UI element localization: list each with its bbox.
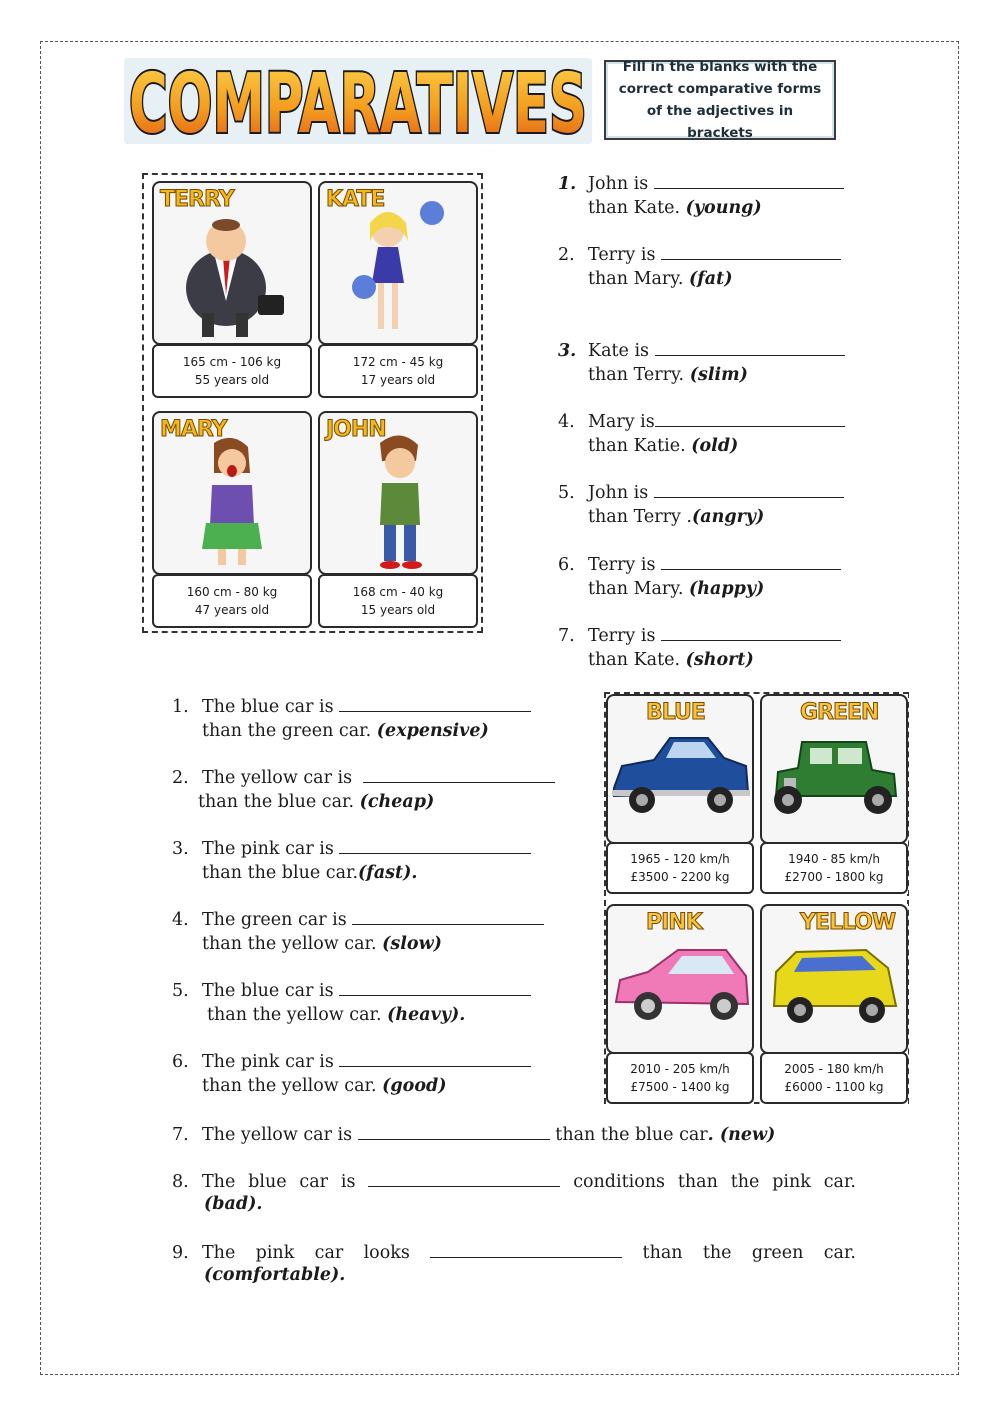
card-john — [318, 411, 476, 627]
question-end: than the yellow car. — [207, 1005, 382, 1025]
stats-text: 165 cm - 106 kg — [182, 355, 282, 369]
card-name: MARY — [160, 417, 227, 442]
stats-text: £3500 - 2200 kg — [630, 870, 730, 884]
question-start: Kate is — [588, 341, 650, 361]
question-start: The pink car is — [202, 1052, 334, 1072]
title-banner — [124, 58, 592, 144]
question-end: than Terry . — [588, 507, 692, 527]
question-number: 9. — [172, 1243, 189, 1263]
card-name: GREEN — [800, 700, 879, 725]
adjective-hint: (cheap) — [359, 792, 435, 812]
card-mary — [152, 411, 310, 627]
question-number: 4. — [172, 910, 189, 930]
question-item — [558, 241, 841, 291]
adjective-hint: (fast). — [358, 863, 418, 883]
question-end: than the blue car. — [202, 863, 359, 883]
question-item — [172, 764, 555, 814]
question-hint-line — [204, 1192, 262, 1216]
answer-blank[interactable] — [339, 977, 531, 996]
card-name: PINK — [646, 910, 702, 935]
adjective-hint: (fat) — [689, 269, 733, 289]
title-graphic — [124, 58, 592, 144]
question-item — [558, 408, 845, 458]
question-number: 3. — [172, 839, 189, 859]
card-kate — [318, 181, 476, 397]
answer-blank[interactable] — [661, 551, 841, 570]
instructions-text: Fill in the blanks with the correct comparative forms of the adjectives in brackets — [618, 59, 822, 141]
question-number: 2. — [558, 245, 575, 265]
card-name: BLUE — [646, 700, 705, 725]
answer-blank[interactable] — [661, 622, 841, 641]
question-number: 2. — [172, 768, 189, 788]
card-stats — [152, 574, 312, 628]
question-start: Terry is — [588, 626, 656, 646]
question-number: 7. — [172, 1125, 189, 1145]
adjective-hint: (heavy). — [387, 1005, 466, 1025]
question-end: than the yellow car. — [202, 1076, 377, 1096]
card-terry — [152, 181, 310, 397]
stats-text: 2005 - 180 km/h — [784, 1062, 884, 1076]
answer-blank[interactable] — [654, 479, 844, 498]
stats-text: 1965 - 120 km/h — [630, 852, 730, 866]
question-end: than Kate. — [588, 650, 681, 670]
question-end: than Mary. — [588, 579, 684, 599]
answer-blank[interactable] — [363, 764, 555, 783]
stats-text: £6000 - 1100 kg — [784, 1080, 884, 1094]
adjective-hint: (old) — [691, 436, 739, 456]
question-item — [172, 1121, 775, 1147]
people-cards — [142, 173, 483, 633]
card-yellow-car — [760, 904, 908, 1104]
answer-blank[interactable] — [358, 1121, 550, 1140]
answer-blank[interactable] — [430, 1239, 622, 1258]
answer-blank[interactable] — [339, 693, 531, 712]
card-stats — [318, 344, 478, 398]
question-hint-line — [204, 1263, 345, 1287]
car-cards — [604, 692, 909, 1104]
stats-text: 160 cm - 80 kg — [186, 585, 278, 599]
question-start: John is — [588, 483, 649, 503]
adjective-hint: (short) — [685, 650, 754, 670]
question-end: than the blue car — [555, 1125, 708, 1145]
age-text: 47 years old — [194, 603, 270, 617]
question-item — [172, 835, 531, 885]
page-title: COMPARATIVES — [129, 58, 587, 144]
stats-text: £7500 - 1400 kg — [630, 1080, 730, 1094]
question-end: than the green car. — [642, 1243, 856, 1263]
question-item — [172, 977, 531, 1027]
question-number: 6. — [172, 1052, 189, 1072]
card-stats — [760, 1052, 908, 1104]
question-start: John is — [588, 174, 649, 194]
question-start: Terry is — [588, 555, 656, 575]
adjective-hint: (comfortable). — [204, 1265, 346, 1285]
answer-blank[interactable] — [339, 1048, 531, 1067]
yellow-car-picture — [760, 904, 908, 1054]
question-item — [558, 622, 841, 672]
adjective-hint: (slow) — [382, 934, 442, 954]
question-end: than Terry. — [588, 365, 685, 385]
question-item — [558, 337, 845, 387]
card-name: YELLOW — [800, 910, 896, 935]
kate-picture — [318, 181, 478, 345]
pink-car-picture — [606, 904, 754, 1054]
card-name: KATE — [326, 187, 385, 212]
question-number: 6. — [558, 555, 575, 575]
question-item — [172, 1048, 531, 1098]
adjective-hint: (expensive) — [376, 721, 489, 741]
answer-blank[interactable] — [339, 835, 531, 854]
answer-blank[interactable] — [661, 241, 841, 260]
green-car-picture — [760, 694, 908, 844]
adjective-hint: (happy) — [689, 579, 765, 599]
question-number: 1. — [172, 697, 189, 717]
question-item — [558, 551, 841, 601]
question-start: The pink car looks — [202, 1243, 410, 1263]
adjective-hint: (young) — [685, 198, 762, 218]
question-start: The blue car is — [202, 1172, 356, 1192]
stats-text: 168 cm - 40 kg — [352, 585, 444, 599]
question-number: 5. — [558, 483, 575, 503]
answer-blank[interactable] — [352, 906, 544, 925]
question-item — [558, 170, 844, 220]
adjective-hint: (bad). — [204, 1194, 263, 1214]
question-start: Terry is — [588, 245, 656, 265]
john-picture — [318, 411, 478, 575]
question-start: The blue car is — [202, 981, 334, 1001]
instructions-box — [604, 60, 836, 140]
adjective-hint: (good) — [382, 1076, 447, 1096]
card-stats — [606, 842, 754, 894]
blue-car-picture — [606, 694, 754, 844]
card-green-car — [760, 694, 908, 894]
question-item — [558, 479, 844, 529]
question-end: than Kate. — [588, 198, 681, 218]
card-pink-car — [606, 904, 754, 1104]
question-end: than the blue car. — [198, 792, 355, 812]
adjective-hint: (angry) — [691, 507, 765, 527]
card-name: JOHN — [326, 417, 386, 442]
question-start: The yellow car is — [202, 768, 353, 788]
adjective-hint: . (new) — [707, 1125, 776, 1145]
question-end: than the yellow car. — [202, 934, 377, 954]
question-end: than the green car. — [202, 721, 372, 741]
age-text: 55 years old — [194, 373, 270, 387]
answer-blank[interactable] — [655, 408, 845, 427]
mary-picture — [152, 411, 312, 575]
question-number: 8. — [172, 1172, 189, 1192]
question-item — [172, 1168, 856, 1194]
adjective-hint: (slim) — [689, 365, 748, 385]
question-number: 3. — [558, 341, 577, 361]
question-start: The yellow car is — [202, 1125, 353, 1145]
age-text: 17 years old — [360, 373, 436, 387]
answer-blank[interactable] — [654, 170, 844, 189]
question-number: 4. — [558, 412, 575, 432]
question-item — [172, 693, 531, 743]
card-blue-car — [606, 694, 754, 894]
answer-blank[interactable] — [368, 1168, 560, 1187]
question-item — [172, 1239, 856, 1265]
card-stats — [760, 842, 908, 894]
question-number: 5. — [172, 981, 189, 1001]
stats-text: 1940 - 85 km/h — [788, 852, 880, 866]
question-number: 7. — [558, 626, 575, 646]
stats-text: 2010 - 205 km/h — [630, 1062, 730, 1076]
question-number: 1. — [558, 174, 577, 194]
question-end: conditions than the pink car. — [573, 1172, 856, 1192]
stats-text: 172 cm - 45 kg — [352, 355, 444, 369]
question-start: Mary is — [588, 412, 655, 432]
terry-picture — [152, 181, 312, 345]
card-stats — [318, 574, 478, 628]
card-stats — [606, 1052, 754, 1104]
question-start: The blue car is — [202, 697, 334, 717]
question-start: The green car is — [202, 910, 347, 930]
question-end: than Mary. — [588, 269, 684, 289]
stats-text: £2700 - 1800 kg — [784, 870, 884, 884]
question-start: The pink car is — [202, 839, 334, 859]
question-end: than Katie. — [588, 436, 686, 456]
card-stats — [152, 344, 312, 398]
question-item — [172, 906, 544, 956]
answer-blank[interactable] — [655, 337, 845, 356]
age-text: 15 years old — [360, 603, 436, 617]
card-name: TERRY — [160, 187, 234, 212]
